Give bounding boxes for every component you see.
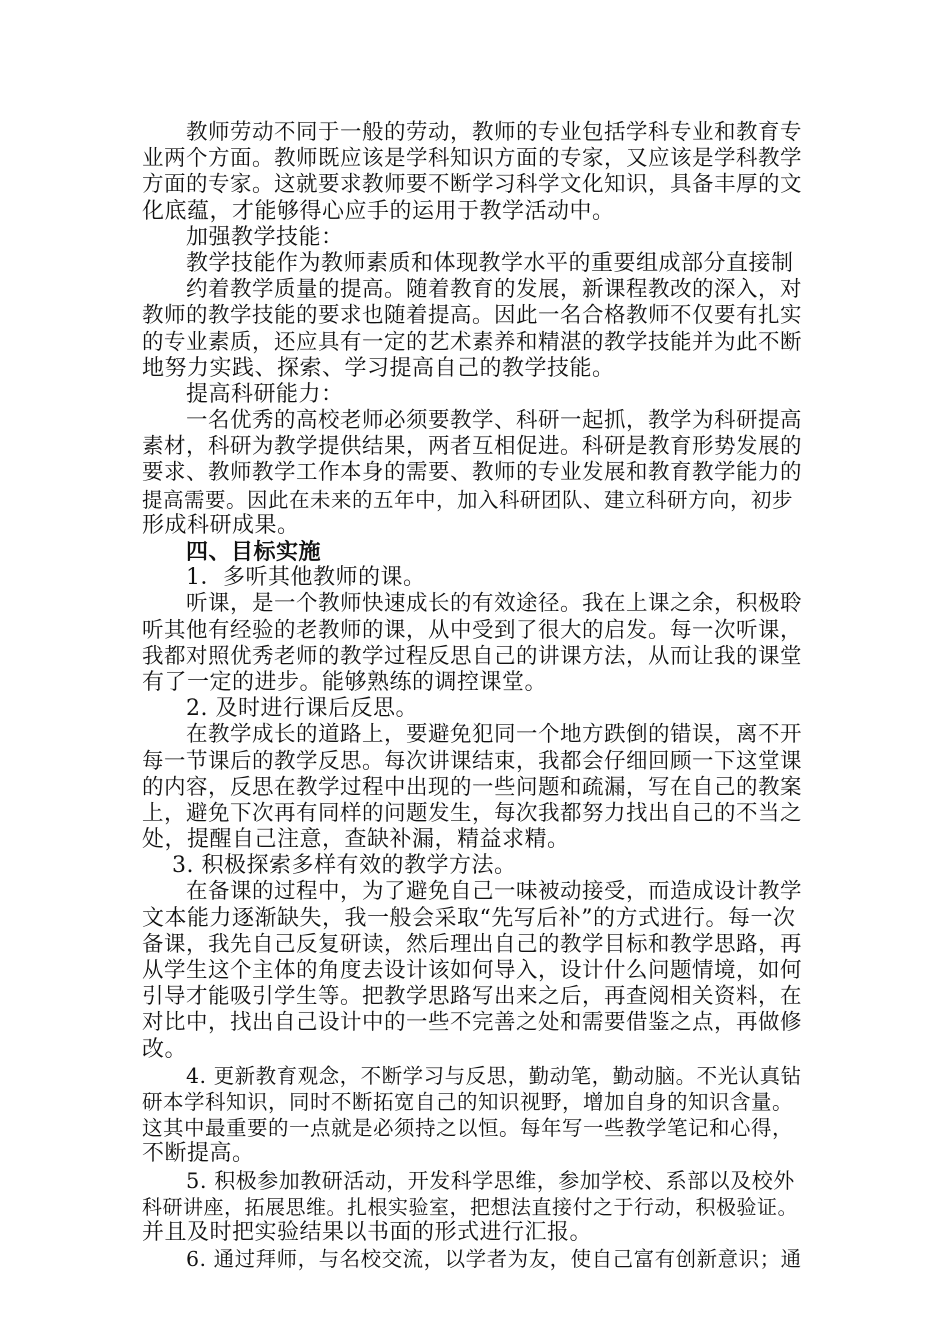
list-item-heading: 3. 积极探索多样有效的教学方法。 [172, 853, 517, 879]
text-line: 每一节课后的教学反思。每次讲课结束，我都会仔细回顾一下这堂课 [142, 748, 803, 774]
section-title: 四、目标实施 [186, 539, 322, 565]
list-item-heading: 1．多听其他教师的课。 [186, 565, 426, 591]
text-line: 形成科研成果。 [142, 512, 300, 538]
text-line: 对比中，找出自己设计中的一些不完善之处和需要借鉴之点，再做修 [142, 1010, 803, 1036]
text-line: 地努力实践、探索、学习提高自己的教学技能。 [142, 355, 615, 381]
list-item: 5. 积极参加教研活动，开发科学思维，参加学校、系部以及校外 [186, 1168, 795, 1193]
text-line: 研本学科知识，同时不断拓宽自己的知识视野，增加自身的知识含量。 [142, 1089, 793, 1114]
text-line: 教师的教学技能的要求也随着提高。因此一名合格教师不仅要有扎实 [142, 303, 803, 329]
text-line: 的专业素质，还应具有一定的艺术素养和精湛的教学技能并为此不断 [142, 329, 803, 355]
text-line: 素材，科研为教学提供结果，两者互相促进。科研是教育形势发展的 [142, 434, 803, 460]
text-line: 要求、教师教学工作本身的需要、教师的专业发展和教育教学能力的 [142, 460, 803, 486]
text-line: 在教学成长的道路上，要避免犯同一个地方跌倒的错误，离不开 [186, 722, 803, 748]
section-heading: 加强教学技能： [186, 224, 344, 250]
text-line: 处，提醒自己注意，查缺补漏，精益求精。 [142, 827, 570, 853]
text-line: 我都对照优秀老师的教学过程反思自己的讲课方法，从而让我的课堂 [142, 643, 803, 669]
text-line: 业两个方面。教师既应该是学科知识方面的专家，又应该是学科教学 [142, 146, 803, 172]
text-line: 文本能力逐渐缺失，我一般会采取“先写后补”的方式进行。每一次 [142, 905, 796, 931]
text-line: 听其他有经验的老教师的课，从中受到了很大的启发。每一次听课， [142, 617, 803, 643]
text-line: 不断提高。 [142, 1141, 255, 1167]
text-line: 上，避免下次再有同样的问题发生，每次我都努力找出自己的不当之 [142, 800, 803, 826]
text-line: 的内容，反思在教学过程中出现的一些问题和疏漏，写在自己的教案 [142, 774, 803, 800]
text-line: 约着教学质量的提高。随着教育的发展，新课程教改的深入，对 [186, 277, 803, 303]
text-line: 一名优秀的高校老师必须要教学、科研一起抓，教学为科研提高 [186, 408, 803, 434]
text-line: 引导才能吸引学生等。把教学思路写出来之后，再查阅相关资料，在 [142, 984, 803, 1010]
text-line: 听课，是一个教师快速成长的有效途径。我在上课之余，积极聆 [186, 591, 803, 617]
text-line: 教师劳动不同于一般的劳动，教师的专业包括学科专业和教育专 [186, 120, 803, 145]
text-line: 提高需要。因此在未来的五年中，加入科研团队、建立科研方向，初步 [142, 487, 793, 512]
text-line: 教学技能作为教师素质和体现教学水平的重要组成部分直接制 [186, 250, 794, 276]
text-line: 方面的专家。这就要求教师要不断学习科学文化知识，具备丰厚的文 [142, 172, 803, 198]
list-item: 4. 更新教育观念，不断学习与反思，勤动笔，勤动脑。不光认真钻 [186, 1063, 802, 1088]
text-line: 改。 [142, 1036, 188, 1062]
text-line: 从学生这个主体的角度去设计该如何导入，设计什么问题情境，如何 [142, 958, 803, 983]
text-line: 科研讲座，拓展思维。扎根实验室，把想法直接付之于行动，积极验证。 [142, 1194, 798, 1219]
text-line: 有了一定的进步。能够熟练的调控课堂。 [142, 669, 548, 695]
document-body [142, 120, 807, 1272]
text-line: 并且及时把实验结果以书面的形式进行汇报。 [142, 1219, 593, 1245]
list-item: 6. 通过拜师，与名校交流，以学者为友，使自己富有创新意识；通 [186, 1247, 802, 1272]
text-line: 化底蕴，才能够得心应手的运用于教学活动中。 [142, 198, 615, 224]
text-line: 这其中最重要的一点就是必须持之以恒。每年写一些教学笔记和心得， [142, 1116, 793, 1141]
text-line: 在备课的过程中，为了避免自己一味被动接受，而造成设计教学 [186, 879, 803, 905]
list-item-heading: 2. 及时进行课后反思。 [186, 696, 418, 722]
text-line: 备课，我先自己反复研读，然后理出自己的教学目标和教学思路，再 [142, 931, 803, 957]
section-heading: 提高科研能力： [186, 381, 344, 407]
